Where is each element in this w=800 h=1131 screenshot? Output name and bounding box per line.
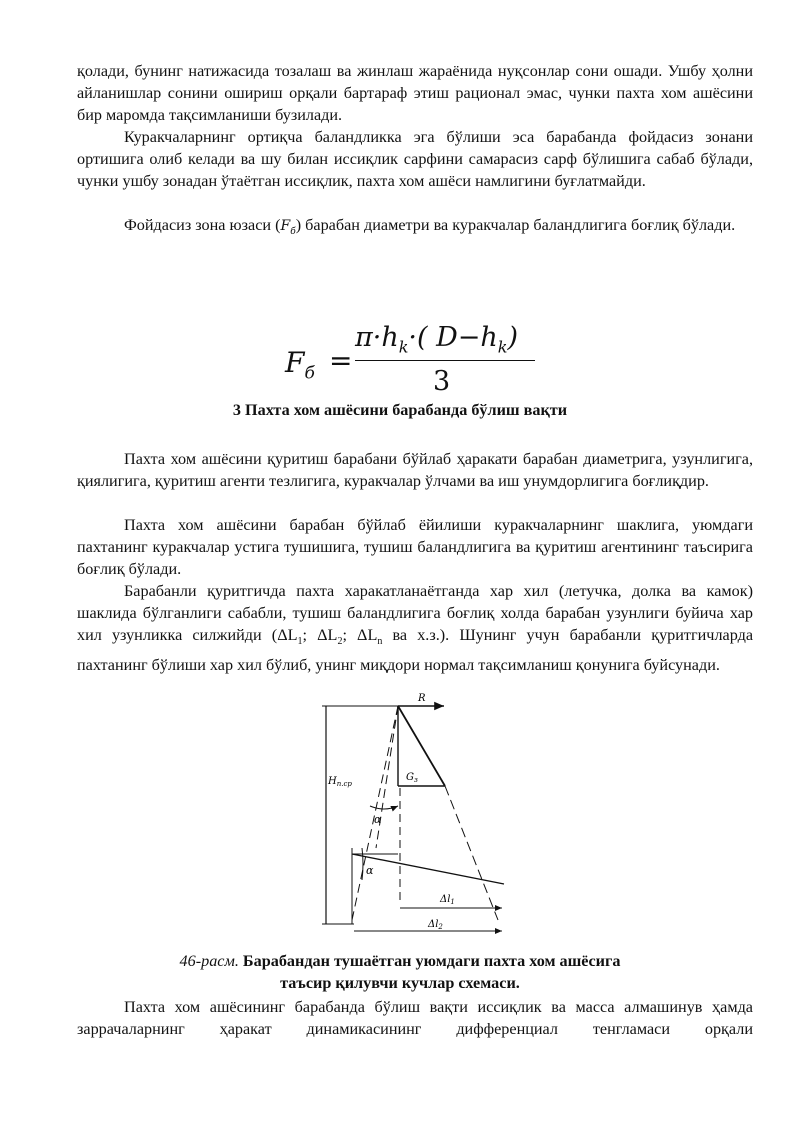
area-formula	[285, 318, 555, 398]
label-alpha-upper: α	[374, 813, 382, 826]
label-dl1: $\Delta l_1$	[440, 894, 455, 906]
label-r: R	[418, 693, 426, 704]
formula-lhs: $F_б$	[285, 346, 315, 384]
paragraph-5: Пахта хом ашёсини барабан бўйлаб ёйилиши куракчаларнинг шаклига, уюмдаги пахтанинг куракчалар устига тушишига, тушиш баландлигига ва қуритиш агентининг таъсирига боғлиқ бўлади.	[77, 516, 753, 579]
paragraph-2: Куракчаларнинг ортиқча баландликка эга бўлиши эса барабанда фойдасиз зонани ортишига олиб келади ва шу билан иссиқлик сарфини самарасиз сарф бўлишига сабаб бўлади, чунки ушбу зонадан ўтаётган иссиқлик, пахта хом ашёси намлигини буғлатмайди.	[77, 128, 753, 191]
figure-caption-line-2: таъсир қилувчи кучлар схемаси.	[280, 974, 520, 992]
paragraph-6: Барабанли қуритгичда пахта харакатланаётганда хар хил (летучка, долка ва камок) шаклида бўлганлиги сабабли, тушиш баландлигига боғлиқ холда барабан узунлиги буйича хар хил узунликка силжийди ($\Delta L_1$; $\Delta L_2$; $\Delta L_n$ ва х.з.). Шунинг учун барабанли қуритгичларда пахтанинг бўлиши хар хил бўлиб, унинг миқдори нормал тақсимланиш қонунига буйсунади.	[77, 582, 754, 674]
force-diagram	[318, 688, 508, 943]
label-alpha-lower: α	[366, 864, 374, 877]
paragraph-3	[77, 214, 753, 243]
paragraph-4: Пахта хом ашёсини қуритиш барабани бўйлаб ҳаракати барабан диаметрига, узунлигига, қиялигига, қуритиш агенти тезлигига, куракчалар ўлчами ва иш унумдорлигига боғлиқдир.	[77, 450, 753, 491]
label-dl2: $\Delta l_2$	[428, 919, 443, 931]
delta-ln: $\Delta L_n$	[357, 626, 383, 648]
formula-denominator: 3	[433, 366, 451, 397]
label-h: $H_{п.ср}$	[328, 776, 352, 788]
paragraph-3-text-before: Фойдасиз зона юзаси (	[124, 216, 281, 234]
paragraph-3-text-after: ) барабан диаметри ва куракчалар баландлигига боғлиқ бўлади.	[295, 216, 736, 234]
inline-area-symbol: $F_б$	[280, 218, 296, 237]
delta-l2: $\Delta L_2$	[317, 626, 343, 648]
slope-line	[352, 854, 504, 884]
formula-equals: =	[329, 344, 353, 377]
alpha-arc-lower	[362, 848, 363, 880]
paragraph-1: қолади, бунинг натижасида тозалаш ва жинлаш жараёнида нуқсонлар сони ошади. Ушбу ҳолни айланишлар сонини ошириш орқали бартараф этиш рационал эмас, чунки пахта хом ашёсини бир маромда тақсимланиши бузилади.	[77, 62, 753, 125]
trajectory-mid-dashed	[376, 706, 398, 848]
formula-numerator: $\pi\cdot h_k\cdot$( $D-h_k$)	[355, 322, 519, 357]
paragraph-7: Пахта хом ашёсининг барабанда бўлиш вақти иссиқлик ва масса алмашинув ҳамда заррачаларнинг ҳаракат динамикасининг дифференциал тенгламаси орқали	[77, 998, 753, 1039]
label-g: $G_з$	[406, 772, 418, 784]
figure-caption-line-1: 46-расм. Барабандан тушаётган уюмдаги пахта хом ашёсига	[179, 952, 621, 970]
formula-fraction-bar	[355, 360, 535, 361]
alpha-arc-upper	[370, 806, 398, 809]
delta-l1: $\Delta L_1$	[277, 626, 303, 648]
figure-number: 46-расм.	[179, 952, 239, 970]
section-heading: 3 Пахта хом ашёсини барабанда бўлиш вақти	[232, 401, 568, 419]
